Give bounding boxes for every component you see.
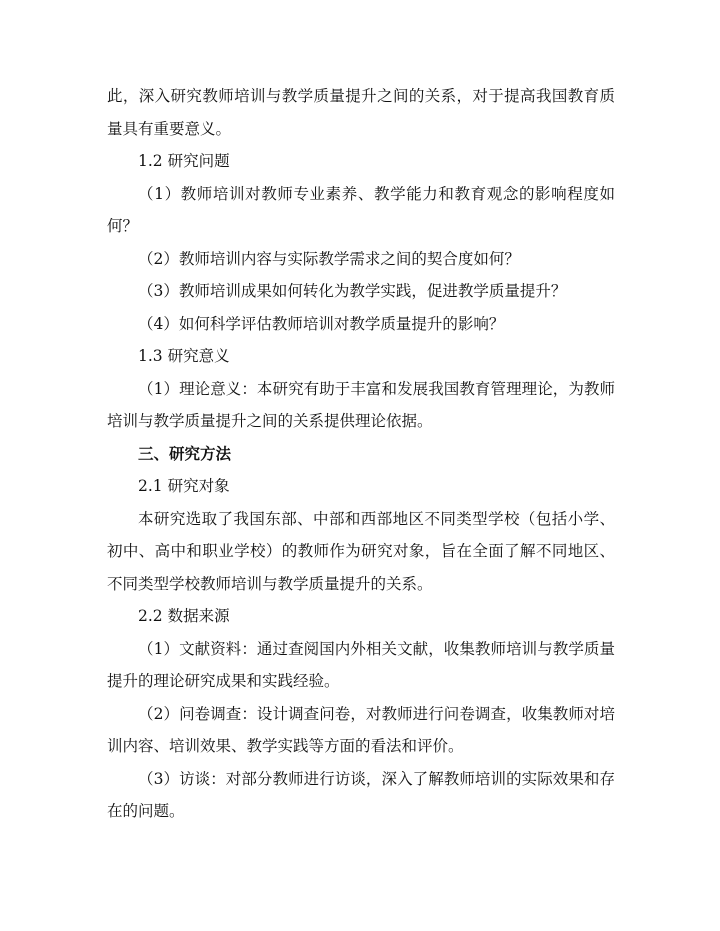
section-heading-2-2: 2.2 数据来源 [138, 607, 230, 625]
data-source-1: （1）文献资料：通过查阅国内外相关文献，收集教师培训与教学质量提升的理论研究成果和实践经验。 [107, 639, 615, 690]
research-object-paragraph: 本研究选取了我国东部、中部和西部地区不同类型学校（包括小学、初中、高中和职业学校）的教师作为研究对象，旨在全面了解不同地区、不同类型学校教师培训与教学质量提升的关系。 [107, 509, 615, 593]
data-source-3: （3）访谈：对部分教师进行访谈，深入了解教师培训的实际效果和存在的问题。 [107, 769, 615, 820]
research-question-4: （4）如何科学评估教师培训对教学质量提升的影响？ [138, 314, 505, 333]
paragraph-continuation: 此，深入研究教师培训与教学质量提升之间的关系，对于提高我国教育质量具有重要意义。 [107, 87, 615, 138]
chapter-heading-3: 三、研究方法 [138, 443, 232, 463]
research-question-3: （3）教师培训成果如何转化为教学实践，促进教学质量提升？ [138, 282, 567, 300]
data-source-2: （2）问卷调查：设计调查问卷，对教师进行问卷调查，收集教师对培训内容、培训效果、教学实践等方面的看法和评价。 [107, 704, 615, 755]
section-heading-1-3: 1.3 研究意义 [138, 347, 230, 365]
section-heading-1-2: 1.2 研究问题 [138, 152, 230, 170]
research-question-2: （2）教师培训内容与实际教学需求之间的契合度如何？ [138, 249, 520, 268]
significance-theory: （1）理论意义：本研究有助于丰富和发展我国教育管理理论，为教师培训与教学质量提升之间的关系提供理论依据。 [107, 379, 615, 430]
research-question-1: （1）教师培训对教师专业素养、教学能力和教育观念的影响程度如何？ [107, 184, 615, 235]
document-body [107, 80, 615, 828]
section-heading-2-1: 2.1 研究对象 [138, 477, 230, 495]
